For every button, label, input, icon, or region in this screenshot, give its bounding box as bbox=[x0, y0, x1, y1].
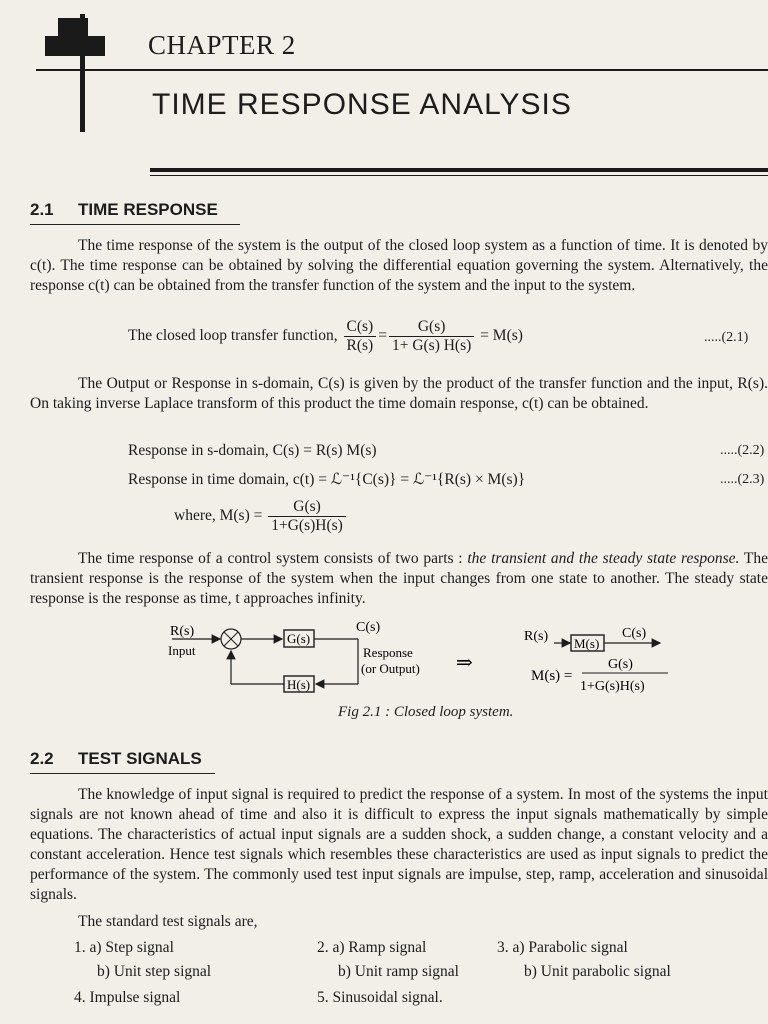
list-item: b) Unit parabolic signal bbox=[524, 963, 671, 980]
chapter-title: TIME RESPONSE ANALYSIS bbox=[152, 88, 572, 121]
paragraph: The Output or Response in s-domain, C(s) is given by the product of the transfer function and the input, R(s). On taking inverse Laplace transform of this product the time domain response, c(t) can be obtained. bbox=[30, 375, 768, 412]
equation-number: .....(2.1) bbox=[704, 330, 749, 345]
fraction-denominator: 1+ G(s) H(s) bbox=[391, 337, 472, 354]
fraction-numerator: C(s) bbox=[344, 318, 377, 337]
list-intro: The standard test signals are, bbox=[78, 913, 258, 930]
section-rule bbox=[30, 224, 240, 225]
fraction bbox=[344, 318, 377, 355]
block-diagram bbox=[160, 615, 680, 695]
section-number: 2.2 bbox=[30, 749, 54, 768]
list-item: 1. a) Step signal bbox=[74, 939, 174, 956]
m-eq-label: M(s) = bbox=[531, 668, 573, 684]
chapter-ornament-bar bbox=[45, 36, 105, 56]
list-item: b) Unit step signal bbox=[97, 963, 212, 980]
list-item: 5. Sinusoidal signal. bbox=[317, 989, 443, 1006]
chapter-label: CHAPTER 2 bbox=[148, 30, 296, 60]
m-eq-denominator: 1+G(s)H(s) bbox=[580, 679, 645, 694]
paragraph: The time response of the system is the output of the closed loop system as a function of time. It is denoted by c(t). The time response can be obtained by solving the differential equation governing the system. Alternatively, the response c(t) can be obtained from the transfer function of the system and the input to the system. bbox=[30, 237, 768, 294]
list-item: 3. a) Parabolic signal bbox=[497, 939, 628, 956]
list-item: 4. Impulse signal bbox=[74, 989, 181, 1006]
equation-m-of-s bbox=[174, 498, 348, 535]
h-block-label: H(s) bbox=[287, 677, 311, 692]
m-eq-numerator: G(s) bbox=[608, 657, 633, 672]
paragraph-emphasis: the transient and the steady state response. bbox=[467, 550, 740, 567]
equation-number: .....(2.3) bbox=[720, 472, 765, 487]
fraction bbox=[268, 498, 346, 535]
section-number: 2.1 bbox=[30, 200, 54, 219]
paragraph-text: The time response of a control system consists of two parts : bbox=[78, 550, 468, 567]
title-rule-thin bbox=[150, 175, 768, 176]
section-rule bbox=[30, 773, 215, 774]
equation-result: = M(s) bbox=[480, 327, 523, 345]
fraction bbox=[389, 318, 474, 355]
fraction-numerator: G(s) bbox=[268, 498, 346, 517]
input-label: Input bbox=[168, 643, 196, 658]
fraction-denominator: 1+G(s)H(s) bbox=[271, 517, 343, 534]
list-item: 2. a) Ramp signal bbox=[317, 939, 427, 956]
section-title: TIME RESPONSE bbox=[78, 200, 218, 219]
reduced-c-label: C(s) bbox=[622, 626, 647, 641]
section-heading-2-2 bbox=[30, 749, 202, 769]
response-label: Response bbox=[363, 645, 413, 660]
g-block-label: G(s) bbox=[287, 631, 311, 646]
figure-caption: Fig 2.1 : Closed loop system. bbox=[338, 704, 514, 720]
equation-2-3: Response in time domain, c(t) = ℒ⁻¹{C(s)} = ℒ⁻¹{R(s) × M(s)} bbox=[128, 471, 526, 488]
paragraph bbox=[30, 549, 768, 609]
implies-icon: ⇒ bbox=[456, 652, 473, 674]
equation-2-1: The closed loop transfer function, $\frac{C(s)}{R(s)}$ = $\frac{G(s)}{1+ G(s) H(s)}$ = M(s) bbox=[128, 318, 523, 354]
section-heading-2-1 bbox=[30, 200, 218, 220]
equation-number: .....(2.2) bbox=[720, 443, 765, 458]
output-c-label: C(s) bbox=[356, 620, 381, 635]
section-title: TEST SIGNALS bbox=[78, 749, 202, 768]
equation-2-2: Response in s-domain, C(s) = R(s) M(s) bbox=[128, 442, 377, 459]
input-r-label: R(s) bbox=[170, 624, 195, 639]
paragraph: The knowledge of input signal is required to predict the response of a system. In most of the systems the input signals are not known ahead of time and also it is difficult to express the input signals mathematically by simple equations. The characteristics of actual input signals are a sudden shock, a sudden change, a constant velocity and a constant acceleration. Hence test signals which resembles these characteristics are used as input signals to predict the performance of the system. The commonly used test input signals are impulse, step, ramp, acceleration and sinusoidal signals. bbox=[30, 786, 768, 903]
fraction-numerator: G(s) bbox=[389, 318, 474, 337]
header-rule bbox=[36, 69, 768, 71]
equation-label: The closed loop transfer function, bbox=[128, 327, 338, 345]
reduced-r-label: R(s) bbox=[524, 629, 549, 644]
block-diagram-svg bbox=[160, 615, 680, 695]
equation-label: where, M(s) = bbox=[174, 507, 263, 525]
summing-junction bbox=[221, 629, 241, 649]
m-block-label: M(s) bbox=[574, 636, 600, 651]
fraction-denominator: R(s) bbox=[346, 337, 374, 354]
title-rule-thick bbox=[150, 168, 768, 172]
list-item: b) Unit ramp signal bbox=[338, 963, 459, 980]
output-label: (or Output) bbox=[361, 661, 420, 676]
paragraph-text: The transient response is the response of the system when the input changes from one state to another. The steady state response is the response as time, t approaches infinity. bbox=[30, 550, 768, 607]
chapter-ornament-stem bbox=[80, 14, 85, 132]
